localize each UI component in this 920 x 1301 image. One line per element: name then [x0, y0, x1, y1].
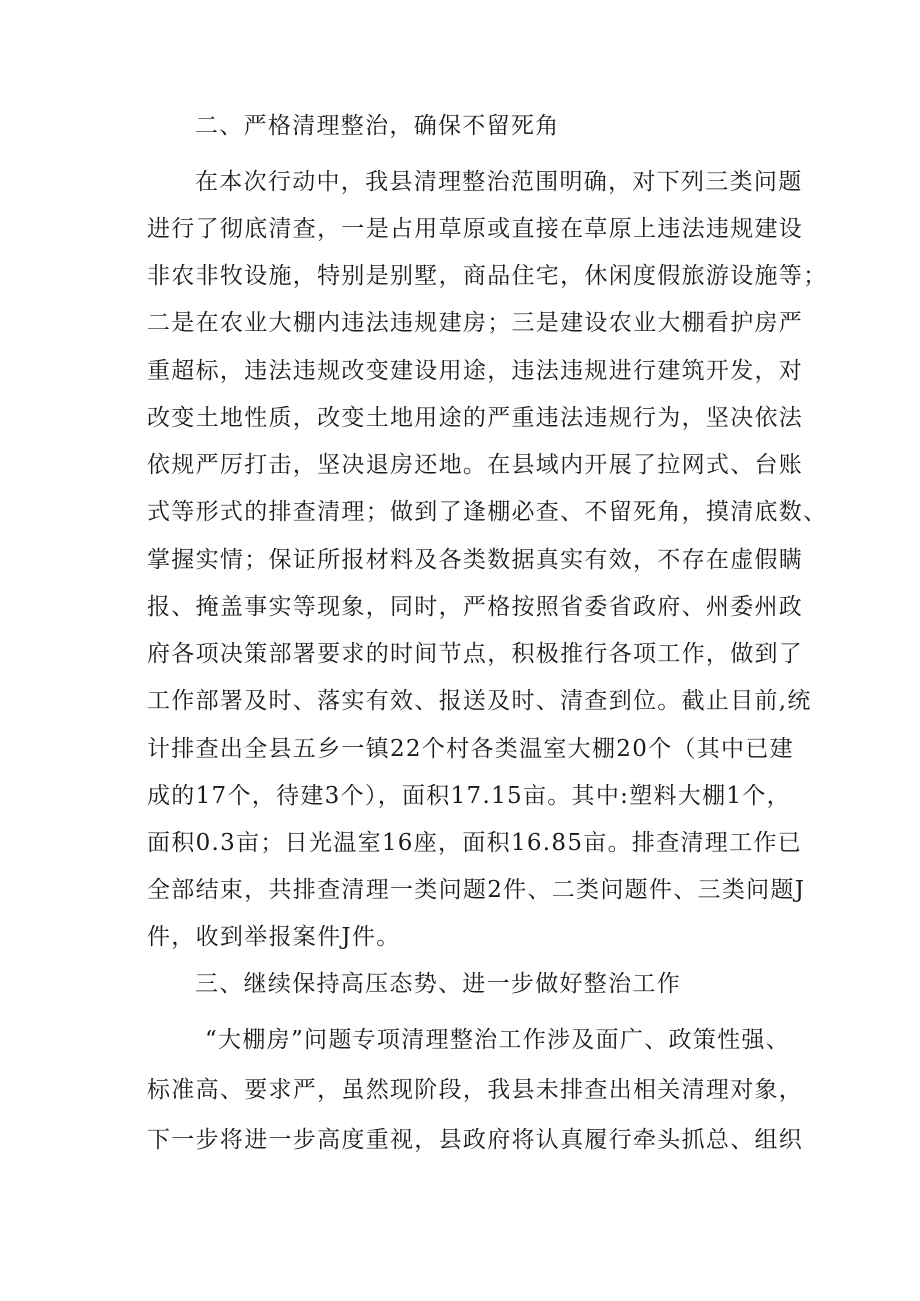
paragraph-2-line-7: 依规严厉打击，坚决退房还地。在县域内开展了拉网式、台账	[147, 452, 804, 478]
paragraph-2-line-1: 在本次行动中，我县清理整治范围明确，对下列三类问题	[195, 169, 803, 195]
paragraph-2-line-3: 非农非牧设施，特别是别墅，商品住宅，休闲度假旅游设施等；	[147, 263, 828, 289]
paragraph-2-line-2: 进行了彻底清查，一是占用草原或直接在草原上违法违规建设	[147, 216, 804, 242]
paragraph-2-line-17: 件，收到举报案件J件。	[147, 924, 401, 950]
paragraph-2-line-10: 报、掩盖事实等现象，同时，严格按照省委省政府、州委州政	[147, 594, 804, 620]
section-3-heading: 三、继续保持高压态势、进一步做好整治工作	[195, 971, 681, 997]
paragraph-2-line-8: 式等形式的排查清理；做到了逢棚必查、不留死角，摸清底数、	[147, 499, 828, 525]
paragraph-3-line-1: “大棚房”问题专项清理整治工作涉及面广、政策性强、	[205, 1027, 791, 1053]
paragraph-2-line-12: 工作部署及时、落实有效、报送及时、清查到位。截止目前,统	[147, 688, 812, 714]
paragraph-2-line-13: 计排查出全县五乡一镇22个村各类温室大棚20个（其中已建	[147, 736, 794, 762]
paragraph-2-line-14: 成的17个，待建3个），面积17.15亩。其中:塑料大棚1个，	[147, 783, 791, 809]
paragraph-3-line-2: 标准高、要求严，虽然现阶段，我县未排查出相关清理对象，	[147, 1077, 804, 1103]
paragraph-2-line-16: 全部结束，共排查清理一类问题2件、二类问题件、三类问题J	[147, 877, 806, 903]
paragraph-2-line-6: 改变土地性质，改变土地用途的严重违法违规行为，坚决依法	[147, 405, 804, 431]
paragraph-2-line-4: 二是在农业大棚内违法违规建房；三是建设农业大棚看护房严	[147, 310, 804, 336]
paragraph-2-line-15: 面积0.3亩；日光温室16座，面积16.85亩。排查清理工作已	[147, 830, 802, 856]
paragraph-2-line-5: 重超标，违法违规改变建设用途，违法违规进行建筑开发，对	[147, 358, 804, 384]
section-2-heading: 二、严格清理整治，确保不留死角	[195, 113, 560, 139]
paragraph-3-line-3: 下一步将进一步高度重视，县政府将认真履行牵头抓总、组织	[147, 1127, 804, 1153]
paragraph-2-line-11: 府各项决策部署要求的时间节点，积极推行各项工作，做到了	[147, 641, 804, 667]
paragraph-2-line-9: 掌握实情；保证所报材料及各类数据真实有效，不存在虚假瞒	[147, 547, 804, 573]
